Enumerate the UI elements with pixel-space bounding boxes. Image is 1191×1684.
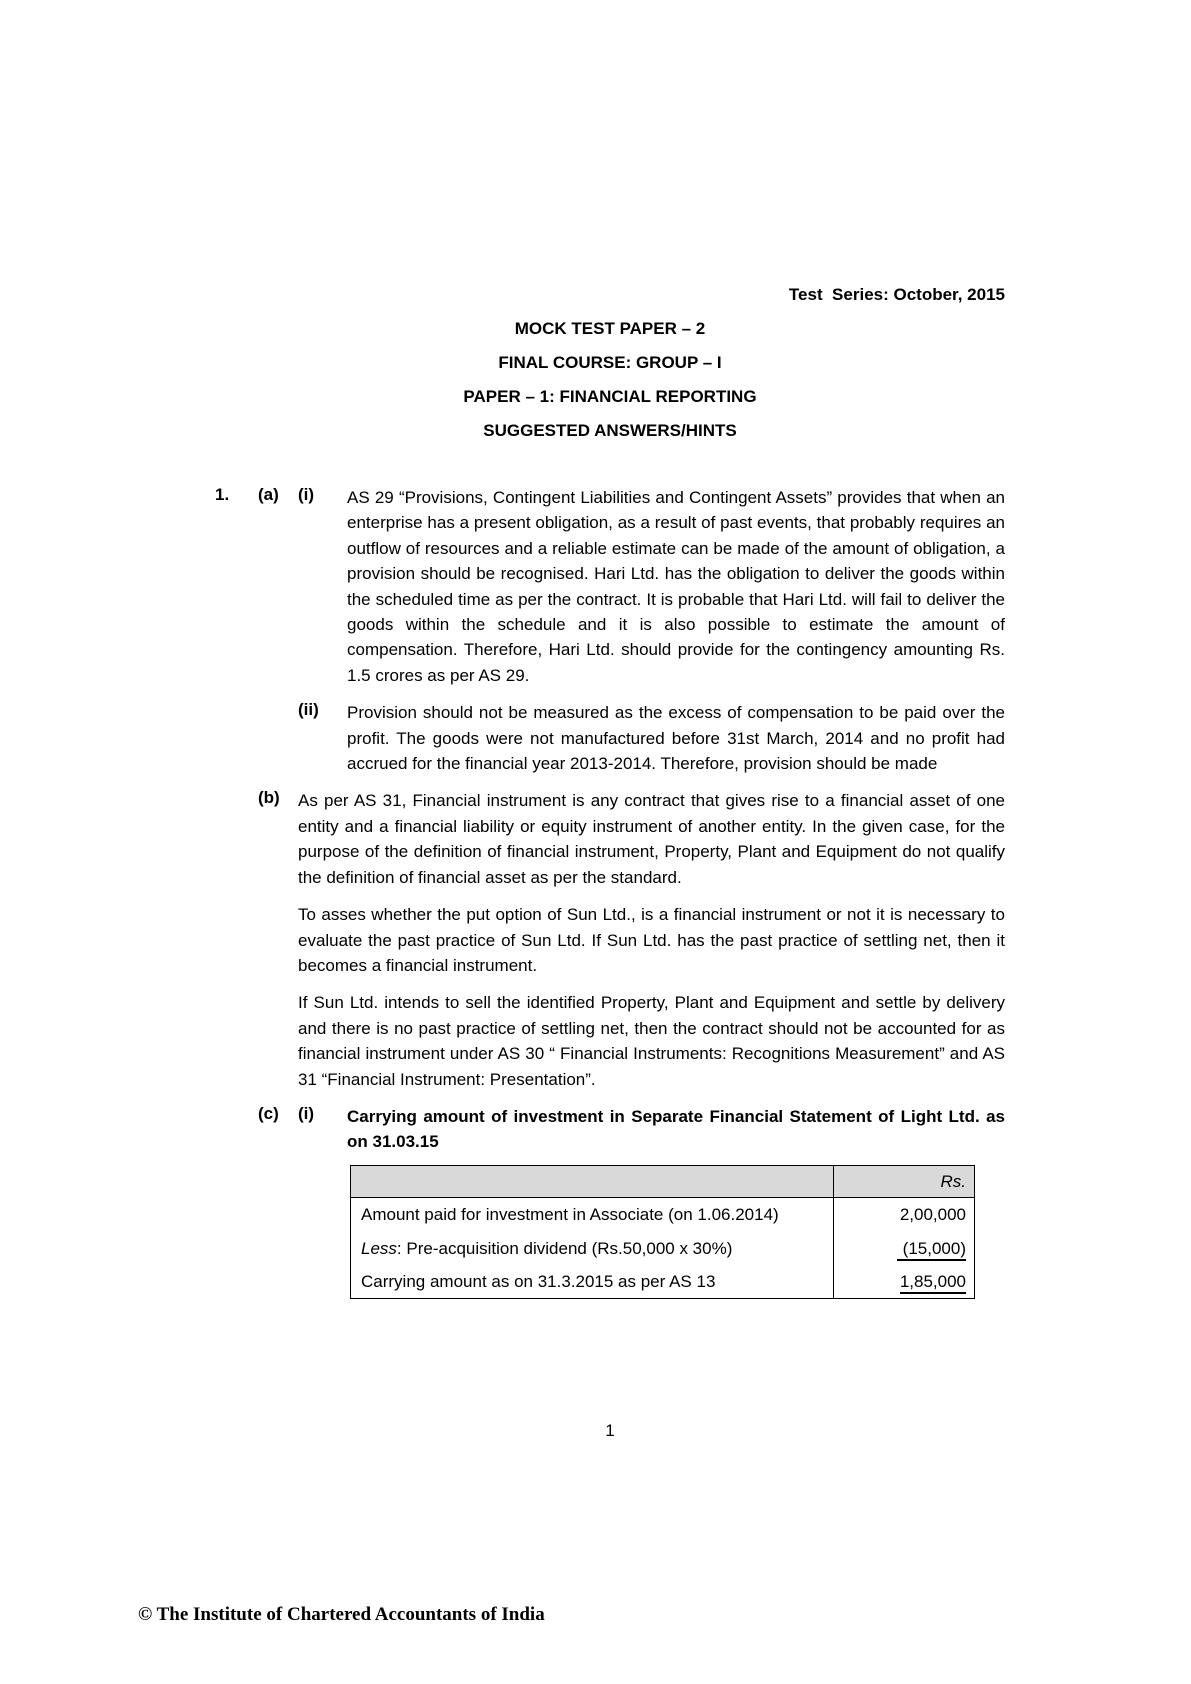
- row-label: [351, 1265, 834, 1299]
- doc-title-suggested-answers: SUGGESTED ANSWERS/HINTS: [483, 421, 737, 440]
- row-amount-text: (15,000): [897, 1239, 966, 1261]
- marker-a-ii: (ii): [298, 700, 319, 720]
- table-header-row: [351, 1165, 975, 1197]
- page-number: 1: [605, 1421, 615, 1440]
- row-label: [351, 1232, 834, 1265]
- question-number: 1.: [215, 485, 230, 504]
- table-row: [351, 1265, 975, 1299]
- row-amount-text: 2,00,000: [899, 1205, 966, 1225]
- row-amount: [834, 1198, 975, 1232]
- answer-b-para-3: If Sun Ltd. intends to sell the identified Property, Plant and Equipment and settle by delivery and there is no past practice of settling net, then the contract should not be accounted for as financial instrument under AS 30 “ Financial Instruments: Recognitions Measurement” and AS 31 “Financial Instrument: Presentation”.: [298, 993, 1005, 1089]
- answer-a-ii-text: Provision should not be measured as the excess of compensation to be paid over the profit. The goods were not manufactured before 31st March, 2014 and no profit had accrued for the financial year 2013-2014. Therefore, provision should be made: [347, 703, 1005, 774]
- table-header-label-cell: [351, 1165, 834, 1197]
- marker-a: (a): [258, 485, 279, 504]
- answer-1-c-i: [215, 1104, 1005, 1299]
- row-label-text: Carrying amount as on 31.3.2015 as per AS 13: [361, 1271, 716, 1291]
- answer-b-para-1: As per AS 31, Financial instrument is any contract that gives rise to a financial asset of one entity and a financial liability or equity instrument of another entity. In the given case, for the purpose of the definition of financial instrument, Property, Plant and Equipment do not qualify the definition of financial asset as per the standard.: [298, 791, 1005, 887]
- answer-a-i-text: AS 29 “Provisions, Contingent Liabilities and Contingent Assets” provides that when an enterprise has a present obligation, as a result of past events, that probably requires an outflow of resources and a reliable estimate can be made of the amount of obligation, a provision should be recognised. Hari Ltd. has the obligation to deliver the goods within the scheduled time as per the contract. It is probable that Hari Ltd. will fail to deliver the goods within the schedule and it is also possible to estimate the amount of compensation. Therefore, Hari Ltd. should provide for the contingency amounting Rs. 1.5 crores as per AS 29.: [347, 488, 1005, 685]
- row-label-prefix: Less: [361, 1238, 397, 1258]
- test-series-line: Test Series: October, 2015: [788, 285, 1005, 304]
- marker-c-i: (i): [298, 1103, 315, 1123]
- row-amount-text: 1,85,000: [900, 1272, 966, 1294]
- marker-a-i: (i): [298, 485, 315, 504]
- answer-1-a-i: [215, 485, 1005, 688]
- row-label: [351, 1198, 834, 1232]
- page-content: [215, 278, 1005, 1299]
- table-row: [351, 1232, 975, 1265]
- copyright-notice: © The Institute of Chartered Accountants of India: [138, 1604, 545, 1625]
- answers-section: [215, 485, 1005, 1299]
- table-header-amount-cell: Rs.: [834, 1165, 975, 1197]
- table-row: [351, 1198, 975, 1232]
- answer-1-b: [215, 788, 1005, 1091]
- answer-c-i-heading: Carrying amount of investment in Separate Financial Statement of Light Ltd. as on 31.03.15: [347, 1106, 1005, 1152]
- row-amount: [834, 1232, 975, 1265]
- doc-title-course: FINAL COURSE: GROUP – I: [498, 353, 722, 372]
- answer-1-a-ii: [215, 700, 1005, 776]
- marker-c: (c): [258, 1103, 279, 1123]
- doc-title-mock-test: MOCK TEST PAPER – 2: [514, 319, 706, 338]
- answer-b-para-2: To asses whether the put option of Sun Ltd., is a financial instrument or not it is necessary to evaluate the past practice of Sun Ltd. If Sun Ltd. has the past practice of settling net, then it becomes a financial instrument.: [298, 905, 1005, 975]
- carrying-amount-table: [350, 1165, 975, 1300]
- doc-title-paper: PAPER – 1: FINANCIAL REPORTING: [463, 387, 757, 406]
- row-label-text: : Pre-acquisition dividend (Rs.50,000 x 30%): [396, 1238, 733, 1258]
- marker-b: (b): [258, 788, 280, 808]
- row-label-text: Amount paid for investment in Associate (on 1.06.2014): [361, 1205, 779, 1225]
- row-amount: [834, 1265, 975, 1299]
